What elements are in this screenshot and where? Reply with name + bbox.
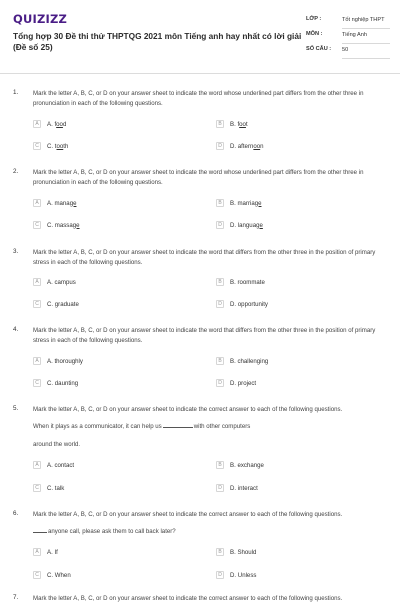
option-label: B. Should (230, 548, 257, 556)
answer-blank (33, 532, 47, 533)
meta-value: Tiếng Anh (342, 29, 390, 44)
option-a[interactable] (33, 548, 58, 556)
meta-value: Tốt nghiệp THPT (342, 14, 390, 29)
meta-label: SỐ CÂU : (306, 46, 332, 52)
option-label: D. Unless (230, 571, 257, 579)
option-letter-box: B (216, 120, 224, 128)
question-number: 7. (13, 594, 19, 601)
option-label: C. massage (47, 221, 80, 229)
option-b[interactable] (216, 278, 265, 286)
option-c[interactable] (33, 142, 68, 150)
meta-panel (306, 14, 390, 59)
option-letter-box: C (33, 571, 41, 579)
option-letter-box: C (33, 221, 41, 229)
option-letter-box: D (216, 142, 224, 150)
meta-row-question-count (306, 44, 390, 59)
option-letter-box: C (33, 379, 41, 387)
option-letter-box: A (33, 120, 41, 128)
option-letter-box: A (33, 357, 41, 365)
option-letter-box: D (216, 484, 224, 492)
option-label: A. food (47, 120, 67, 128)
option-c[interactable] (33, 379, 78, 387)
meta-row-subject (306, 29, 390, 44)
question-text: Mark the letter A, B, C, or D on your answer sheet to indicate the word whose underlined part differs from the other three in pronunciation in each of the following questions. (33, 169, 364, 186)
option-letter-box: A (33, 199, 41, 207)
option-label: D. opportunity (230, 300, 268, 308)
option-label: B. challenging (230, 357, 269, 365)
meta-row-class (306, 14, 390, 29)
option-letter-box: C (33, 484, 41, 492)
option-label: D. project (230, 379, 257, 387)
question-prompt: anyone call, please ask them to call back later? (33, 527, 176, 536)
option-letter-box: B (216, 357, 224, 365)
option-letter-box: D (216, 571, 224, 579)
question-number: 4. (13, 326, 19, 333)
question-text: Mark the letter A, B, C, or D on your answer sheet to indicate the correct answer to each of the following questions. (33, 511, 343, 518)
meta-label: MÔN : (306, 31, 323, 37)
option-b[interactable] (216, 120, 248, 128)
question-text: Mark the letter A, B, C, or D on your answer sheet to indicate the word whose underlined part differs from the other three in pronunciation in each of the following questions. (33, 90, 364, 107)
option-letter-box: C (33, 300, 41, 308)
option-label: C. graduate (47, 300, 79, 308)
option-d[interactable] (216, 571, 256, 579)
option-label: A. thoroughly (47, 357, 83, 365)
option-label: B. roommate (230, 278, 265, 286)
question-number: 2. (13, 168, 19, 175)
option-a[interactable] (33, 120, 66, 128)
option-label: A. contact (47, 461, 75, 469)
option-letter-box: A (33, 548, 41, 556)
option-letter-box: A (33, 461, 41, 469)
option-c[interactable] (33, 300, 79, 308)
option-label: C. talk (47, 484, 65, 492)
option-c[interactable] (33, 571, 71, 579)
question-text: Mark the letter A, B, C, or D on your answer sheet to indicate the word that differs from the other three in the position of primary stress in each of the following questions. (33, 249, 376, 266)
question-prompt: When it plays as a communicator, it can help us with other computers (33, 423, 251, 430)
option-letter-box: C (33, 142, 41, 150)
option-d[interactable] (216, 142, 264, 150)
option-a[interactable] (33, 461, 74, 469)
option-letter-box: B (216, 548, 224, 556)
option-d[interactable] (216, 484, 258, 492)
question-number: 3. (13, 248, 19, 255)
option-d[interactable] (216, 300, 268, 308)
option-label: D. interact (230, 484, 258, 492)
option-label: B. marriage (230, 199, 262, 207)
meta-label: LỚP : (306, 16, 322, 22)
answer-blank (163, 427, 193, 428)
question-text: Mark the letter A, B, C, or D on your answer sheet to indicate the word that differs from the other three in the position of primary stress in each of the following questions. (33, 327, 376, 344)
option-a[interactable] (33, 278, 76, 286)
option-label: A. If (47, 548, 58, 556)
option-c[interactable] (33, 221, 80, 229)
option-label: B. exchange (230, 461, 264, 469)
option-label: A. manage (47, 199, 77, 207)
option-label: A. campus (47, 278, 76, 286)
question-text: Mark the letter A, B, C, or D on your answer sheet to indicate the correct answer to each of the following questions. (33, 595, 343, 602)
question-number: 5. (13, 405, 19, 412)
question-prompt-continued: around the world. (33, 441, 81, 448)
header-divider (0, 73, 400, 74)
option-b[interactable] (216, 199, 262, 207)
option-label: D. language (230, 221, 263, 229)
option-letter-box: A (33, 278, 41, 286)
question-text: Mark the letter A, B, C, or D on your answer sheet to indicate the correct answer to each of the following questions. (33, 406, 343, 413)
option-letter-box: D (216, 379, 224, 387)
page-title: Tổng hợp 30 Đề thi thử THPTQG 2021 môn Tiếng anh hay nhất có lời giải (Đề số 25) (13, 31, 302, 52)
option-d[interactable] (216, 379, 256, 387)
option-letter-box: B (216, 278, 224, 286)
question-number: 1. (13, 89, 19, 96)
question-number: 6. (13, 510, 19, 517)
option-letter-box: D (216, 221, 224, 229)
option-b[interactable] (216, 357, 268, 365)
option-label: D. afternoon (230, 142, 264, 150)
option-label: C. tooth (47, 142, 69, 150)
option-label: C. daunting (47, 379, 79, 387)
option-letter-box: B (216, 199, 224, 207)
option-b[interactable] (216, 548, 256, 556)
meta-value: 50 (342, 44, 390, 59)
option-b[interactable] (216, 461, 264, 469)
quizizz-logo: QUIZIZZ (13, 12, 68, 26)
option-a[interactable] (33, 357, 83, 365)
option-letter-box: D (216, 300, 224, 308)
option-label: C. When (47, 571, 71, 579)
option-a[interactable] (33, 199, 76, 207)
option-d[interactable] (216, 221, 263, 229)
option-letter-box: B (216, 461, 224, 469)
option-label: B. foot (230, 120, 248, 128)
option-c[interactable] (33, 484, 64, 492)
